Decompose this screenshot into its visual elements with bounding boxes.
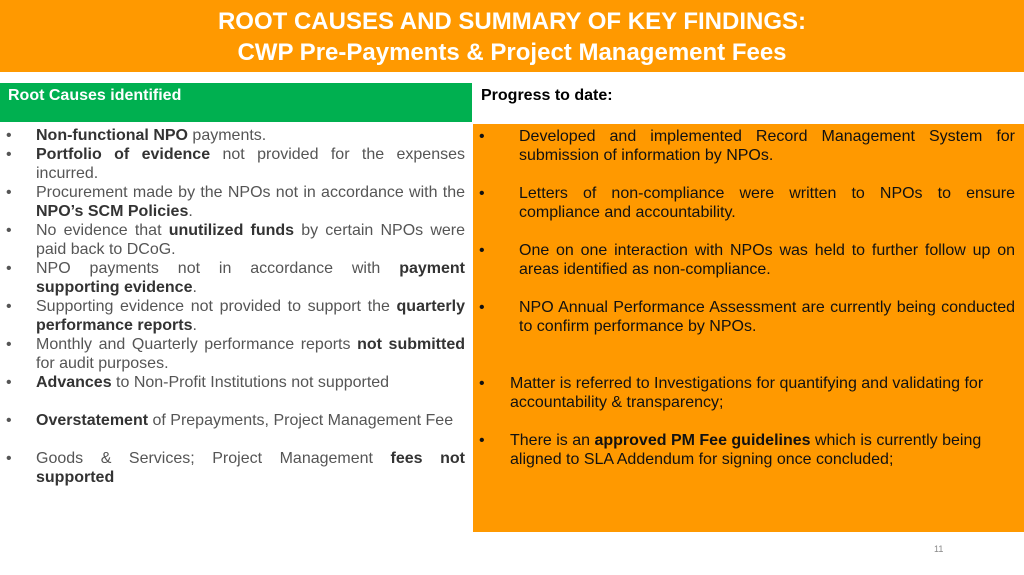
progress-panel (473, 124, 1024, 532)
root-cause-text: Monthly and Quarterly performance reports (36, 336, 358, 353)
root-cause-emphasis: payment supporting evidence (36, 260, 465, 296)
root-cause-item (6, 126, 465, 145)
bullet-icon: • (6, 374, 12, 391)
progress-item (479, 298, 1015, 336)
bullet-icon: • (479, 185, 485, 202)
bullet-icon: • (6, 450, 12, 467)
root-cause-item (6, 259, 465, 297)
progress-text: NPO Annual Performance Assessment are currently being conducted to confirm performance by NPOs. (519, 299, 1015, 335)
progress-text: Matter is referred to Investigations for quantifying and validating for accountability & transparency; (510, 375, 984, 411)
root-cause-emphasis: quarterly performance reports (36, 298, 465, 334)
root-cause-text: for audit purposes. (36, 355, 169, 372)
root-cause-item (6, 449, 465, 487)
root-causes-list (0, 126, 472, 531)
bullet-icon: • (6, 336, 12, 353)
root-cause-text: to Non-Profit Institutions not supported (111, 374, 390, 391)
root-cause-text: payments. (187, 127, 267, 144)
root-cause-emphasis: Advances (36, 374, 112, 391)
progress-item (479, 241, 1015, 279)
root-cause-text: Supporting evidence not provided to support the (36, 298, 397, 315)
root-cause-item (6, 411, 465, 430)
progress-text: Letters of non-compliance were written to NPOs to ensure compliance and accountability. (519, 185, 1015, 221)
root-cause-emphasis: Non-functional NPO (36, 127, 188, 144)
bullet-icon: • (6, 127, 12, 144)
root-cause-text: . (188, 203, 193, 220)
progress-emphasis: approved PM Fee guidelines (594, 432, 811, 449)
bullet-icon: • (6, 184, 12, 201)
bullet-icon: • (6, 222, 12, 239)
root-cause-text: Procurement made by the NPOs not in accordance with the (36, 184, 465, 201)
page-number: 11 (934, 544, 944, 554)
root-cause-emphasis: Overstatement (36, 412, 149, 429)
bullet-icon: • (479, 242, 485, 259)
bullet-icon: • (479, 432, 485, 449)
root-cause-text: No evidence that (36, 222, 169, 239)
root-cause-emphasis: NPO’s SCM Policies (36, 203, 189, 220)
bullet-icon: • (479, 299, 485, 316)
progress-heading: Progress to date: (481, 87, 613, 104)
root-cause-text: by certain NPOs were paid back to DCoG. (36, 222, 465, 258)
root-cause-text: . (192, 317, 197, 334)
bullet-icon: • (6, 412, 12, 429)
progress-item (479, 184, 1015, 222)
progress-text: There is an (510, 432, 595, 449)
bullet-icon: • (6, 260, 12, 277)
root-cause-text: of Prepayments, Project Management Fee (148, 412, 454, 429)
bullet-icon: • (479, 375, 485, 392)
root-causes-heading: Root Causes identified (0, 83, 472, 122)
bullet-icon: • (6, 298, 12, 315)
root-cause-emphasis: fees not supported (36, 450, 465, 486)
root-cause-item (6, 297, 465, 335)
progress-text: which is currently being aligned to SLA Addendum for signing once concluded; (510, 432, 982, 468)
progress-text: Developed and implemented Record Management System for submission of information by NPOs. (519, 128, 1015, 164)
progress-item (479, 127, 1015, 165)
root-cause-text: not provided for the expenses incurred. (36, 146, 466, 182)
root-cause-item (6, 183, 465, 221)
root-cause-emphasis: not submitted (357, 336, 466, 353)
slide-subtitle: CWP Pre-Payments & Project Management Fees (237, 39, 787, 66)
bullet-icon: • (479, 128, 485, 145)
root-cause-item (6, 145, 466, 183)
root-cause-emphasis: Portfolio of evidence (36, 146, 211, 163)
progress-text: One on one interaction with NPOs was held to further follow up on areas identified as non-compliance. (519, 242, 1015, 278)
root-cause-item (6, 335, 466, 373)
slide-title: ROOT CAUSES AND SUMMARY OF KEY FINDINGS: (217, 8, 807, 35)
progress-item (479, 374, 1015, 412)
title-bar (0, 0, 1024, 72)
bullet-icon: • (6, 146, 12, 163)
root-cause-text: . (192, 279, 197, 296)
root-cause-text: Goods & Services; Project Management (36, 450, 391, 467)
root-cause-text: NPO payments not in accordance with (36, 260, 400, 277)
progress-item (479, 431, 1015, 469)
root-cause-emphasis: unutilized funds (168, 222, 295, 239)
root-cause-item (6, 373, 465, 392)
root-cause-item (6, 221, 465, 259)
